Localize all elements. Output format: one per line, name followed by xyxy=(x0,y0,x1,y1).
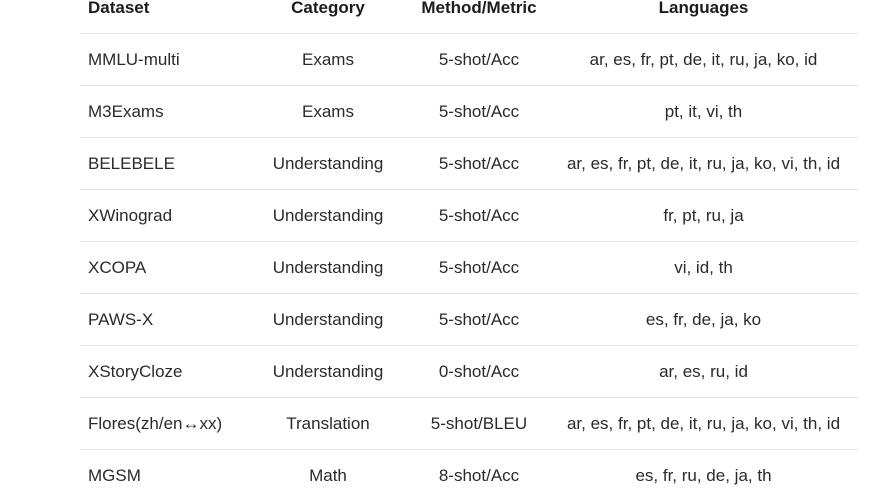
cell-languages: es, fr, ru, de, ja, th xyxy=(548,450,859,501)
benchmark-table-container xyxy=(80,0,795,501)
header-method-metric: Method/Metric xyxy=(410,0,548,34)
cell-method: 5-shot/Acc xyxy=(410,86,548,138)
cell-languages: es, fr, de, ja, ko xyxy=(548,294,859,346)
cell-dataset: XCOPA xyxy=(80,242,246,294)
cell-category: Translation xyxy=(246,398,410,450)
cell-dataset: PAWS-X xyxy=(80,294,246,346)
header-dataset: Dataset xyxy=(80,0,246,34)
cell-method: 5-shot/Acc xyxy=(410,190,548,242)
cell-category: Math xyxy=(246,450,410,501)
benchmark-table xyxy=(80,0,859,501)
header-category: Category xyxy=(246,0,410,34)
cell-category: Exams xyxy=(246,34,410,86)
cell-dataset: MMLU-multi xyxy=(80,34,246,86)
header-row xyxy=(80,0,859,34)
table-row xyxy=(80,450,859,501)
cell-category: Understanding xyxy=(246,294,410,346)
cell-dataset: XStoryCloze xyxy=(80,346,246,398)
cell-languages: ar, es, ru, id xyxy=(548,346,859,398)
cell-method: 5-shot/Acc xyxy=(410,242,548,294)
cell-category: Exams xyxy=(246,86,410,138)
cell-languages: ar, es, fr, pt, de, it, ru, ja, ko, vi, th, id xyxy=(548,138,859,190)
cell-method: 5-shot/Acc xyxy=(410,138,548,190)
cell-category: Understanding xyxy=(246,346,410,398)
cell-category: Understanding xyxy=(246,190,410,242)
cell-method: 0-shot/Acc xyxy=(410,346,548,398)
cell-dataset: M3Exams xyxy=(80,86,246,138)
table-row xyxy=(80,398,859,450)
table-row xyxy=(80,34,859,86)
table-row xyxy=(80,242,859,294)
cell-method: 5-shot/Acc xyxy=(410,294,548,346)
cell-category: Understanding xyxy=(246,242,410,294)
table-body xyxy=(80,34,859,501)
table-row xyxy=(80,86,859,138)
table-row xyxy=(80,138,859,190)
cell-languages: ar, es, fr, pt, de, it, ru, ja, ko, id xyxy=(548,34,859,86)
cell-languages: ar, es, fr, pt, de, it, ru, ja, ko, vi, th, id xyxy=(548,398,859,450)
table-row xyxy=(80,190,859,242)
cell-dataset: Flores(zh/en↔xx) xyxy=(80,398,246,450)
table-row xyxy=(80,294,859,346)
cell-dataset: MGSM xyxy=(80,450,246,501)
cell-method: 8-shot/Acc xyxy=(410,450,548,501)
cell-method: 5-shot/Acc xyxy=(410,34,548,86)
header-languages: Languages xyxy=(548,0,859,34)
cell-category: Understanding xyxy=(246,138,410,190)
cell-languages: fr, pt, ru, ja xyxy=(548,190,859,242)
cell-dataset: BELEBELE xyxy=(80,138,246,190)
cell-dataset: XWinograd xyxy=(80,190,246,242)
cell-languages: vi, id, th xyxy=(548,242,859,294)
cell-method: 5-shot/BLEU xyxy=(410,398,548,450)
table-row xyxy=(80,346,859,398)
table-header xyxy=(80,0,859,34)
cell-languages: pt, it, vi, th xyxy=(548,86,859,138)
